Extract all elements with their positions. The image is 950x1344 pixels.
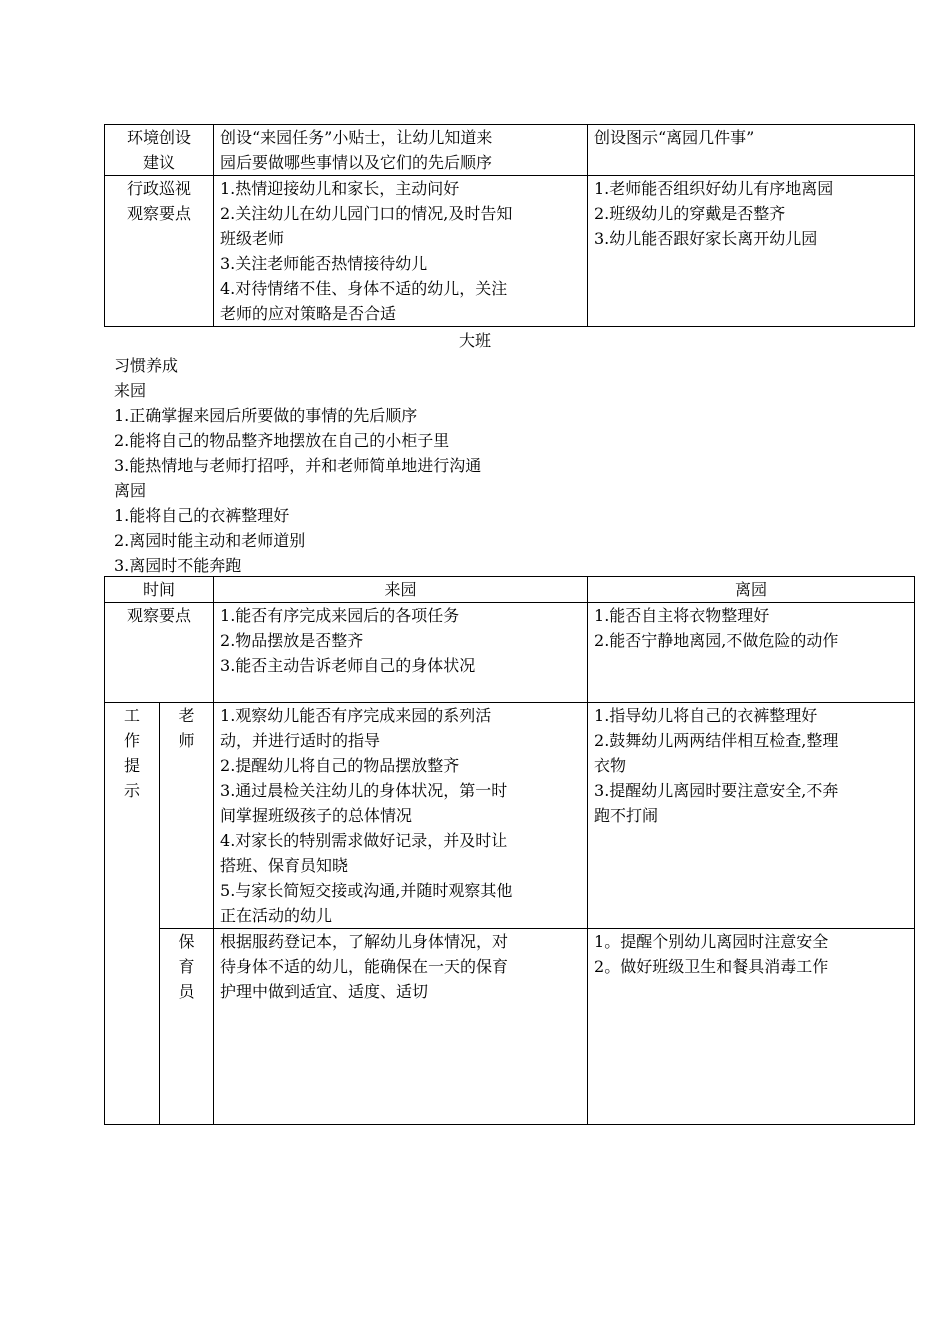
row-label: 行政巡视 观察要点 xyxy=(105,176,214,327)
leave-cell: 1.老师能否组织好幼儿有序地离园 2.班级幼儿的穿戴是否整齐 3.幼儿能否跟好家长离开幼儿园 xyxy=(588,176,915,327)
section-heading: 大班 xyxy=(458,331,491,350)
arrive-title: 来园 xyxy=(114,381,147,400)
arrive-cell: 1.能否有序完成来园后的各项任务 2.物品摆放是否整齐 3.能否主动告诉老师自己的身体状况 xyxy=(214,603,588,703)
nurse-label: 保 育 员 xyxy=(160,929,214,1125)
row-label: 环境创设 建议 xyxy=(105,125,214,176)
env-admin-table xyxy=(104,124,915,327)
list-item: 1.正确掌握来园后所要做的事情的先后顺序 xyxy=(114,406,418,425)
leave-cell: 1。提醒个别幼儿离园时注意安全 2。做好班级卫生和餐具消毒工作 xyxy=(588,929,915,1125)
table-header-row xyxy=(105,577,915,603)
header-time: 时间 xyxy=(105,577,214,603)
table-row xyxy=(105,603,915,703)
arrive-cell: 根据服药登记本，了解幼儿身体情况，对 待身体不适的幼儿，能确保在一天的保育 护理中做到适宜、适度、适切 xyxy=(214,929,588,1125)
table-row xyxy=(105,125,915,176)
table-row xyxy=(105,703,915,929)
habits-title: 习惯养成 xyxy=(114,356,179,375)
arrive-cell: 1.热情迎接幼儿和家长，主动问好 2.关注幼儿在幼儿园门口的情况,及时告知 班级老师 3.关注老师能否热情接待幼儿 4.对待情绪不佳、身体不适的幼儿，关注 老师的应对策略是否合适 xyxy=(214,176,588,327)
list-item: 3.离园时不能奔跑 xyxy=(114,556,242,575)
arrive-cell: 1.观察幼儿能否有序完成来园的系列活 动，并进行适时的指导 2.提醒幼儿将自己的物品摆放整齐 3.通过晨检关注幼儿的身体状况，第一时 间掌握班级孩子的总体情况 4.对家长的特别需求做好记录，并及时让 搭班、保育员知晓 5.与家长简短交接或沟通,并随时观察其他 正在活动的幼儿 xyxy=(214,703,588,929)
list-item: 2.离园时能主动和老师道别 xyxy=(114,531,306,550)
work-tips-label: 工 作 提 示 xyxy=(105,703,160,1125)
list-item: 1.能将自己的衣裤整理好 xyxy=(114,506,290,525)
observe-label: 观察要点 xyxy=(105,603,214,703)
leave-cell: 1.能否自主将衣物整理好 2.能否宁静地离园,不做危险的动作 xyxy=(588,603,915,703)
leave-title: 离园 xyxy=(114,481,147,500)
table-row xyxy=(105,176,915,327)
teacher-label: 老 师 xyxy=(160,703,214,929)
daban-table xyxy=(104,576,915,1125)
leave-cell: 1.指导幼儿将自己的衣裤整理好 2.鼓舞幼儿两两结伴相互检查,整理 衣物 3.提醒幼儿离园时要注意安全,不奔 跑不打闹 xyxy=(588,703,915,929)
list-item: 3.能热情地与老师打招呼，并和老师简单地进行沟通 xyxy=(114,456,482,475)
header-arrive: 来园 xyxy=(214,577,588,603)
arrive-cell: 创设“来园任务”小贴士，让幼儿知道来 园后要做哪些事情以及它们的先后顺序 xyxy=(214,125,588,176)
leave-cell: 创设图示“离园几件事” xyxy=(588,125,915,176)
header-leave: 离园 xyxy=(588,577,915,603)
table-row xyxy=(105,929,915,1125)
list-item: 2.能将自己的物品整齐地摆放在自己的小柜子里 xyxy=(114,431,450,450)
